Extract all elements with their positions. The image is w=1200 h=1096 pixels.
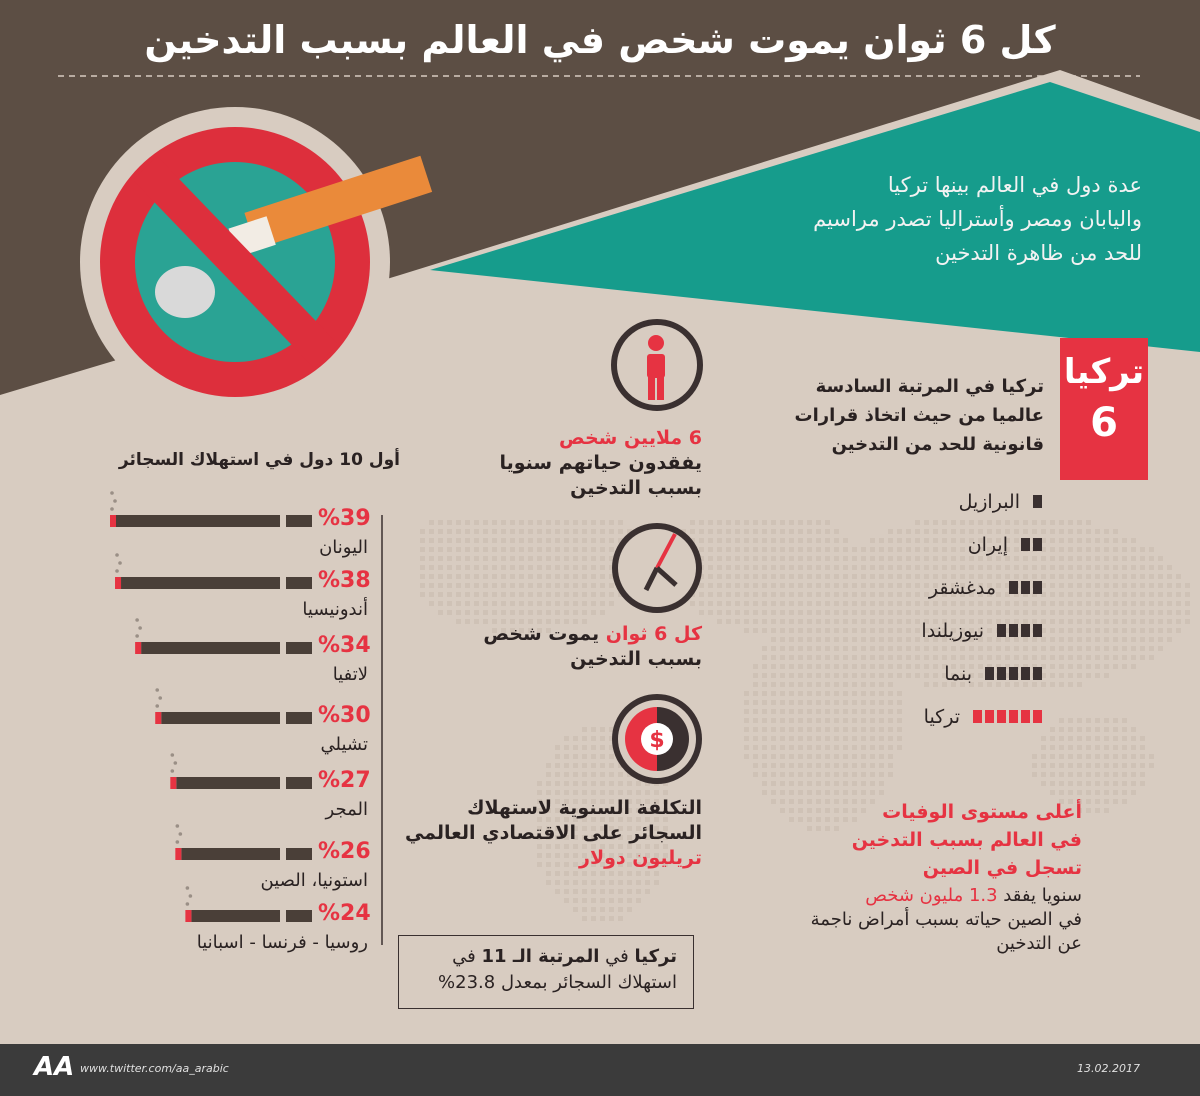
deaths-highlight: 6 ملايين شخص xyxy=(559,427,702,449)
smoke-dot xyxy=(115,569,119,573)
smoke-dot xyxy=(110,491,114,495)
rank-square xyxy=(997,667,1006,680)
rank-country-row xyxy=(782,480,1042,523)
rank-square xyxy=(1033,538,1042,551)
china-body xyxy=(782,884,1082,956)
cigarette-country: أندونيسيا xyxy=(302,599,368,620)
rank-square xyxy=(1009,667,1018,680)
turkey-rank-tag xyxy=(1060,338,1148,480)
cigarette-country: استونيا، الصين xyxy=(260,870,368,891)
cigarette-bar xyxy=(141,642,280,654)
rank-country-name: تركيا xyxy=(923,705,960,728)
cigarette-ember xyxy=(110,515,116,527)
cigarette-filter xyxy=(286,515,312,527)
rank-squares xyxy=(982,667,1042,680)
rank-squares xyxy=(970,710,1042,723)
rank-square xyxy=(997,624,1006,637)
footer xyxy=(0,1044,1200,1096)
rank-description xyxy=(744,372,1044,459)
cost-highlight: تريليون دولار xyxy=(579,847,702,869)
rank-country-row xyxy=(782,695,1042,738)
rank-square xyxy=(1021,581,1030,594)
cigarette-ember xyxy=(135,642,141,654)
box-line2: استهلاك السجائر بمعدل 23.8% xyxy=(438,972,677,993)
smoke-dot xyxy=(179,832,183,836)
cost-line: السجائر على الاقتصادي العالمي xyxy=(404,822,702,844)
rank-square xyxy=(1033,624,1042,637)
cigarette-pct: %24 xyxy=(318,901,371,926)
smoker-person-icon xyxy=(614,322,700,408)
box-end: في xyxy=(452,946,482,967)
rank-country-name: إيران xyxy=(967,533,1008,556)
china-prefix: سنويا يفقد xyxy=(997,885,1082,906)
seconds-highlight: كل 6 ثوان xyxy=(605,623,702,645)
smoke-dot xyxy=(186,902,190,906)
cigarette-ember xyxy=(170,777,176,789)
china-line: في الصين حياته بسبب أمراض ناجمة xyxy=(810,909,1082,930)
cigarette-pct: %26 xyxy=(318,839,371,864)
page-title: كل 6 ثوان يموت شخص في العالم بسبب التدخين xyxy=(144,18,1056,62)
smoke-dot xyxy=(110,507,114,511)
tag-country: تركيا xyxy=(1063,352,1145,392)
smoke-dot xyxy=(189,894,193,898)
rank-square xyxy=(985,667,994,680)
smoke-dot xyxy=(155,688,159,692)
seconds-line: بسبب التدخين xyxy=(570,648,702,670)
rank-square xyxy=(1009,710,1018,723)
intro-line: واليابان ومصر وأستراليا تصدر مراسيم xyxy=(813,207,1142,231)
box-bold: تركيا xyxy=(634,946,677,967)
rank-country-list xyxy=(782,480,1042,738)
clock-icon xyxy=(615,526,699,610)
rank-line: تركيا في المرتبة السادسة xyxy=(815,376,1044,397)
cigarette-pct: %30 xyxy=(318,703,371,728)
rank-country-name: بنما xyxy=(944,662,972,685)
smoke-dot xyxy=(176,824,180,828)
cigarette-country: المجر xyxy=(325,799,368,820)
cigarette-filter xyxy=(286,642,312,654)
rank-squares xyxy=(1006,581,1042,594)
cigarette-pct: %38 xyxy=(318,568,371,593)
rank-country-name: البرازيل xyxy=(958,490,1020,513)
cost-line: التكلفة السنوية لاستهلاك xyxy=(467,797,702,819)
smoke-dot xyxy=(174,761,178,765)
china-highlight: 1.3 مليون شخص xyxy=(865,885,998,906)
rank-country-row xyxy=(782,609,1042,652)
cigarette-country: اليونان xyxy=(319,537,368,558)
cigarette-title: أول 10 دول في استهلاك السجائر xyxy=(118,450,400,470)
rank-square xyxy=(1021,624,1030,637)
seconds-rest: يموت شخص xyxy=(483,623,606,645)
smoke-dot xyxy=(138,626,142,630)
cigarette-bar xyxy=(161,712,280,724)
footer-date: 13.02.2017 xyxy=(1077,1062,1140,1075)
rank-square xyxy=(1033,495,1042,508)
smoke-dot xyxy=(176,840,180,844)
smoke-dot xyxy=(118,561,122,565)
smoke-dot xyxy=(135,634,139,638)
cigarette-bar xyxy=(191,910,280,922)
china-head-line: في العالم بسبب التدخين xyxy=(851,829,1082,851)
footer-url[interactable]: www.twitter.com/aa_arabic xyxy=(80,1062,229,1075)
smoke-dot xyxy=(171,769,175,773)
cigarette-bar xyxy=(181,848,280,860)
rank-line: عالميا من حيث اتخاذ قرارات xyxy=(794,405,1044,426)
cigarette-country: تشيلي xyxy=(320,734,368,755)
intro-text xyxy=(722,168,1142,270)
cigarette-pct: %34 xyxy=(318,633,371,658)
rank-square xyxy=(1021,538,1030,551)
rank-country-row xyxy=(782,566,1042,609)
cigarette-ember xyxy=(115,577,121,589)
smoke-dot xyxy=(158,696,162,700)
turkey-box-text xyxy=(407,944,677,996)
rank-line: قانونية للحد من التدخين xyxy=(831,434,1044,455)
cigarette-filter xyxy=(286,577,312,589)
china-head-line: تسجل في الصين xyxy=(922,857,1082,879)
rank-square xyxy=(985,710,994,723)
china-head-line: أعلى مستوى الوفيات xyxy=(882,801,1082,823)
aa-logo: AA xyxy=(34,1052,75,1082)
intro-line: للحد من ظاهرة التدخين xyxy=(935,241,1142,265)
cost-stat xyxy=(402,796,702,871)
cigarette-ember xyxy=(185,910,191,922)
cigarette-filter xyxy=(286,777,312,789)
turkey-consumption-box xyxy=(398,935,694,1009)
cigarette-pct: %27 xyxy=(318,768,371,793)
rank-square xyxy=(1021,667,1030,680)
china-heading xyxy=(782,798,1082,882)
deaths-line: يفقدون حياتهم سنويا xyxy=(499,452,702,474)
rank-squares xyxy=(1018,538,1042,551)
box-bold: المرتبة الـ 11 xyxy=(481,946,600,967)
rank-country-name: نيوزيلندا xyxy=(921,619,984,642)
cigarette-bar xyxy=(176,777,280,789)
tag-rank: 6 xyxy=(1090,400,1118,446)
cigarette-bar xyxy=(116,515,280,527)
rank-squares xyxy=(994,624,1042,637)
rank-square xyxy=(1009,624,1018,637)
cigarette-country: لاتفيا xyxy=(332,664,368,685)
rank-square xyxy=(1009,581,1018,594)
svg-text:$: $ xyxy=(649,728,665,753)
cigarette-ember xyxy=(175,848,181,860)
seconds-stat xyxy=(442,622,702,672)
rank-square xyxy=(1033,710,1042,723)
cigarette-filter xyxy=(286,848,312,860)
rank-square xyxy=(997,710,1006,723)
cigarette-bar xyxy=(121,577,280,589)
cigarette-filter xyxy=(286,712,312,724)
cigarette-pct: %39 xyxy=(318,506,371,531)
rank-country-row xyxy=(782,652,1042,695)
rank-square xyxy=(973,710,982,723)
intro-line: عدة دول في العالم بينها تركيا xyxy=(887,173,1142,197)
cigarette-country: روسيا - فرنسا - اسبانيا xyxy=(196,932,368,953)
china-line: عن التدخين xyxy=(996,933,1082,954)
rank-country-name: مدغشقر xyxy=(928,576,996,599)
deaths-line: بسبب التدخين xyxy=(570,477,702,499)
rank-square xyxy=(1021,710,1030,723)
rank-square xyxy=(1033,581,1042,594)
deaths-stat xyxy=(442,426,702,501)
cigarette-ember xyxy=(155,712,161,724)
smoke-dot xyxy=(113,499,117,503)
dollar-coin-icon xyxy=(615,697,699,781)
rank-square xyxy=(1033,667,1042,680)
rank-squares xyxy=(1030,495,1042,508)
smoke-dot xyxy=(155,704,159,708)
box-mid: في xyxy=(599,946,635,967)
rank-country-row xyxy=(782,523,1042,566)
cigarette-filter xyxy=(286,910,312,922)
